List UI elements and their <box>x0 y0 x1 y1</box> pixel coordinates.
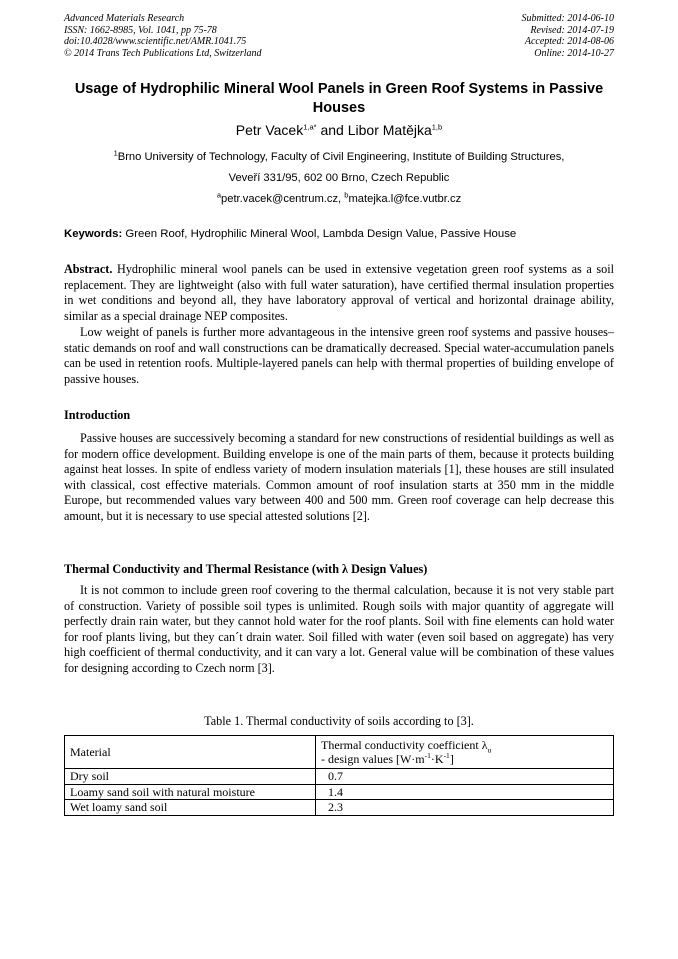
table-row <box>65 800 614 816</box>
keywords <box>64 227 614 241</box>
soil-conductivity-table <box>64 735 614 816</box>
introduction-paragraph: Passive houses are successively becoming a standard for new constructions of residential buildings as well as for modern office development. Building envelope is one of the main parts of them, because it protects building against heat losses. In spite of endless variety of modern insulation materials [1], these houses are still insulated with classical, cost effective materials. Common amount of roof insulation starts at 350 mm in the middle Europe, but recommended values vary between 400 and 500 mm. Green roof coverage can help decrease this amount, but it is necessary to use special attested solutions [2]. <box>64 431 614 523</box>
abstract-label: Abstract. <box>64 262 113 276</box>
affiliation-line-1: $^1$Brno University of Technology, Faculty of Civil Engineering, Institute of Building Structures, <box>113 148 565 163</box>
author-and: and <box>316 122 348 138</box>
abstract-paragraph-2: Low weight of panels is further more advantageous in the intensive green roof systems and passive houses– static demands on roof and wall constructions can be dramatically decreased. Special water-accumulation panels can be used in retention roofs. Multiple-layered panels can help with thermal properties of building envelope of passive houses. <box>64 325 614 386</box>
journal-copyright: © 2014 Trans Tech Publications Ltd, Switzerland <box>64 47 262 59</box>
date-accepted: Accepted: 2014-08-06 <box>524 36 614 47</box>
table-cell-value: 0.7 <box>316 769 614 785</box>
table-cell-material: Wet loamy sand soil <box>65 800 316 816</box>
introduction-heading: Introduction <box>64 408 131 422</box>
email-b: matejka.l@fce.vutbr.cz <box>348 193 462 205</box>
affiliation-line-2: Veveří 331/95, 602 00 Brno, Czech Republic <box>228 172 450 184</box>
table-header-row <box>65 736 614 769</box>
author-1: Petr Vacek <box>235 122 304 138</box>
author-2: Libor Matějka <box>347 122 432 138</box>
table-cell-material: Dry soil <box>65 769 316 785</box>
keywords-label: Keywords: <box>64 228 123 240</box>
date-submitted: Submitted: 2014-06-10 <box>521 13 614 24</box>
author-2-sup: 1,b <box>431 122 443 132</box>
table-header-conductivity: Thermal conductivity coefficient $\lambda_u$ - design values $[W\cdot m^{-1}\cdot K^{-1}]$ <box>316 736 614 769</box>
table-header-material: Material <box>65 736 316 769</box>
journal-meta <box>64 13 262 59</box>
table-row <box>65 769 614 785</box>
journal-issn: ISSN: 1662-8985, Vol. 1041, pp 75-78 <box>64 24 217 36</box>
paper-title: Usage of Hydrophilic Mineral Wool Panels in Green Roof Systems in Passive Houses <box>74 81 604 116</box>
table-caption: Table 1. Thermal conductivity of soils according to [3]. <box>204 714 474 728</box>
thermal-paragraph: It is not common to include green roof covering to the thermal calculation, because it is not very stable part of construction. Variety of possible soil types is unlimited. Rough soils with major quantity of aggregate will perfectly drain rain water, but they cannot hold water for the roof plants. Soil with fine elements can hold water for roof plants living, but they can´t drain water. Soil filled with water (even soil based on aggregate) has very high coefficient of thermal conductivity, and it can vary a lot. General value will be combination of these values for designing according to Czech norm [3]. <box>64 583 614 675</box>
date-revised: Revised: 2014-07-19 <box>530 24 614 36</box>
authors <box>64 121 614 139</box>
emails: $^a$petr.vacek@centrum.cz, $^b$matejka.l@fce.vutbr.cz <box>216 190 462 205</box>
journal-doi: doi:10.4028/www.scientific.net/AMR.1041.75 <box>64 36 247 47</box>
date-online: Online: 2014-10-27 <box>534 47 614 59</box>
table-cell-value: 1.4 <box>316 784 614 800</box>
table-cell-value: 2.3 <box>316 800 614 816</box>
table-row <box>65 784 614 800</box>
email-a: petr.vacek@centrum.cz, <box>221 193 345 205</box>
table-cell-material: Loamy sand soil with natural moisture <box>65 784 316 800</box>
submission-dates <box>522 13 615 59</box>
abstract-paragraph-1: Abstract. Hydrophilic mineral wool panels can be used in extensive vegetation green roof systems as a soil replacement. They are lightweight (also with full water saturation), have certified thermal insulation properties in wet conditions and beyond all, they have laboratory approval of vertical and horizontal drainage ability, similar as a special drainage NEP composites. <box>64 262 614 323</box>
keywords-text: Green Roof, Hydrophilic Mineral Wool, Lambda Design Value, Passive House <box>122 228 517 240</box>
affiliation-sup: 1 <box>113 148 118 158</box>
thermal-heading: Thermal Conductivity and Thermal Resistance (with λ Design Values) <box>64 562 428 576</box>
journal-name: Advanced Materials Research <box>64 13 185 24</box>
author-1-sup: 1,a* <box>303 122 317 132</box>
